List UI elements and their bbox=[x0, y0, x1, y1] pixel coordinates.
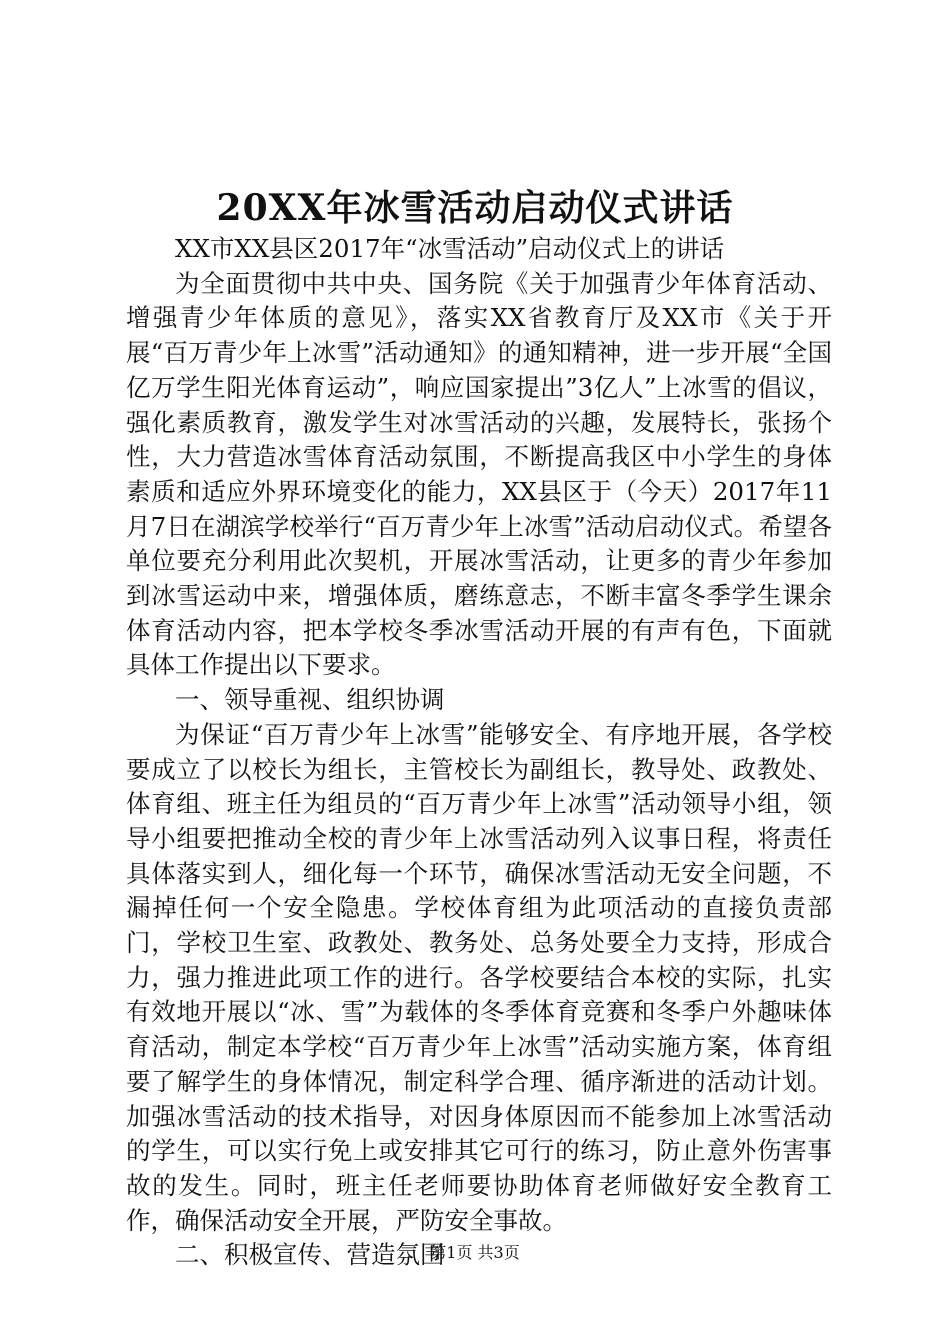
page-number-footer: 第1页 共3页 bbox=[430, 1243, 520, 1262]
document-body bbox=[126, 232, 832, 1273]
section-heading-2: 二、积极宣传、营造氛围 bbox=[175, 1240, 445, 1270]
section-heading-1: 一、领导重视、组织协调 bbox=[175, 685, 445, 715]
section-1-paragraph: 为保证“百万青少年上冰雪”能够安全、有序地开展，各学校要成立了以校长为组长，主管校长为副组长，教导处、政教处、体育组、班主任为组员的“百万青少年上冰雪”活动领导小组，领导小组要把推动全校的青少年上冰雪活动列入议事日程，将责任具体落实到人，细化每一个环节，确保冰雪活动无安全问题，不漏掉任何一个安全隐患。学校体育组为此项活动的直接负责部门，学校卫生室、政教处、教务处、总务处要全力支持，形成合力，强力推进此项工作的进行。各学校要结合本校的实际，扎实有效地开展以“冰、雪”为载体的冬季体育竞赛和冬季户外趣味体育活动，制定本学校“百万青少年上冰雪”活动实施方案，体育组要了解学生的身体情况，制定科学合理、循序渐进的活动计划。加强冰雪活动的技术指导，对因身体原因而不能参加上冰雪活动的学生，可以实行免上或安排其它可行的练习，防止意外伤害事故的发生。同时，班主任老师要协助体育老师做好安全教育工作，确保活动安全开展，严防安全事故。 bbox=[126, 719, 832, 1235]
document-title: 20XX年冰雪活动启动仪式讲话 bbox=[216, 187, 734, 229]
speech-subtitle: XX市XX县区2017年“冰雪活动”启动仪式上的讲话 bbox=[175, 234, 725, 263]
intro-paragraph: 为全面贯彻中共中央、国务院《关于加强青少年体育活动、增强青少年体质的意见》，落实XX省教育厅及XX市《关于开展“百万青少年上冰雪”活动通知》的通知精神，进一步开展“全国亿万学生阳光体育运动”，响应国家提出”3亿人”上冰雪的倡议，强化素质教育，激发学生对冰雪活动的兴趣，发展特长，张扬个性，大力营造冰雪体育活动氛围，不断提高我区中小学生的身体素质和适应外界环境变化的能力，XX县区于（今天）2017年11月7日在湖滨学校举行“百万青少年上冰雪”活动启动仪式。希望各单位要充分利用此次契机，开展冰雪活动，让更多的青少年参加到冰雪运动中来，增强体质，磨练意志，不断丰富冬季学生课余体育活动内容，把本学校冬季冰雪活动开展的有声有色，下面就具体工作提出以下要求。 bbox=[126, 268, 832, 680]
